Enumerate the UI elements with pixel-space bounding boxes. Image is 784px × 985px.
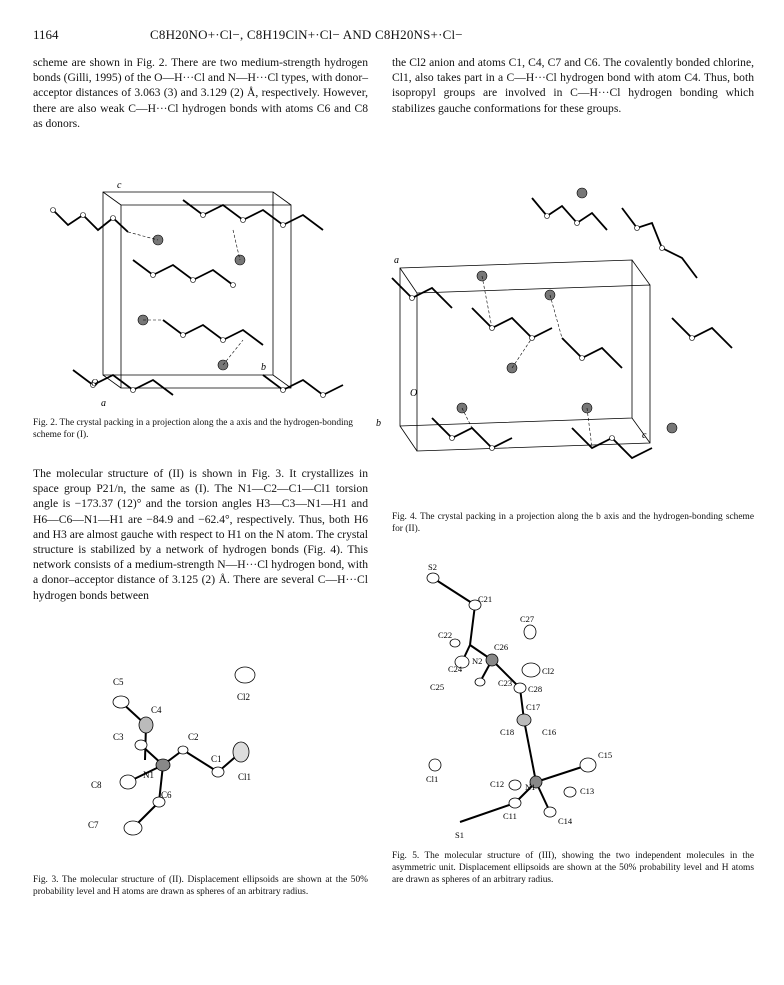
atom-label: Cl1 xyxy=(426,774,439,784)
figure-5 xyxy=(400,560,660,850)
atom-label: C2 xyxy=(188,732,199,742)
origin-label: O xyxy=(91,378,99,389)
atom-label: N1 xyxy=(143,770,154,780)
running-head: C8H20NO+·Cl−, C8H19ClN+·Cl− AND C8H20NS+·Cl− xyxy=(150,27,463,42)
atom-label: N1 xyxy=(525,782,536,792)
atom-label: C16 xyxy=(542,727,557,737)
page-number: 1164 xyxy=(33,27,59,42)
atom-label: C23 xyxy=(498,678,513,688)
molecular-structure-figure xyxy=(400,560,660,850)
figure-4 xyxy=(372,168,764,508)
atom-label: Cl2 xyxy=(237,692,251,702)
axis-label-a: a xyxy=(394,255,399,266)
atom-label: C5 xyxy=(113,677,124,687)
atom-label: C7 xyxy=(88,820,99,830)
atom-label: C12 xyxy=(490,779,505,789)
atom-label: C6 xyxy=(161,790,172,800)
axis-label-c: c xyxy=(117,180,122,191)
figure-3 xyxy=(33,640,333,860)
atom-label: C17 xyxy=(526,702,541,712)
axis-label-b: b xyxy=(376,418,381,429)
atom-label: C4 xyxy=(151,705,162,715)
left-column-top-text xyxy=(33,55,368,131)
atom-label: C25 xyxy=(430,682,445,692)
figure-4-caption: Fig. 4. The crystal packing in a projection along the b axis and the hydrogen-bonding scheme for (II). xyxy=(392,512,754,534)
atom-label: C24 xyxy=(448,664,463,674)
crystal-packing-figure xyxy=(33,170,363,410)
atom-label: C18 xyxy=(500,727,515,737)
atom-label: C15 xyxy=(598,750,613,760)
atom-label: N2 xyxy=(472,656,483,666)
atom-label: S1 xyxy=(455,830,464,840)
atom-label: C11 xyxy=(503,811,517,821)
atom-label: C1 xyxy=(211,754,222,764)
figure-3-caption: Fig. 3. The molecular structure of (II). Displacement ellipsoids are shown at the 50% probability level and H atoms are drawn as spheres of an arbitrary radius. xyxy=(33,875,368,897)
atom-label: C21 xyxy=(478,594,493,604)
axis-label-a: a xyxy=(101,398,106,409)
atom-label: C26 xyxy=(494,642,509,652)
atom-label: C8 xyxy=(91,780,102,790)
atom-label: C13 xyxy=(580,786,595,796)
atom-label: C14 xyxy=(558,816,573,826)
origin-label: O xyxy=(410,388,418,399)
atom-label: C3 xyxy=(113,732,124,742)
figure-5-caption: Fig. 5. The molecular structure of (III), showing the two independent molecules in the asymmetric unit. Displacement ellipsoids are shown at the 50% probability level and H atoms are drawn as spheres of an arbitrary radius. xyxy=(392,851,754,885)
atom-label: C28 xyxy=(528,684,543,694)
crystal-packing-figure xyxy=(372,168,764,508)
left-column-middle-text xyxy=(33,466,368,603)
axis-label-c: c xyxy=(642,430,647,441)
molecular-structure-figure xyxy=(33,640,333,860)
paragraph: scheme are shown in Fig. 2. There are two medium-strength hydrogen bonds (Gilli, 1995) of the O—H···Cl and N—H···Cl types, with donor–acceptor distances of 3.063 (3) and 3.129 (2) Å, respectively. However, there are also weak C—H···Cl hydrogen bonds with atoms C6 and C8 as donors. xyxy=(33,56,368,130)
atom-label: Cl2 xyxy=(542,666,555,676)
atom-label: C27 xyxy=(520,614,535,624)
atom-label: Cl1 xyxy=(238,772,252,782)
paragraph: The molecular structure of (II) is shown in Fig. 3. It crystallizes in space group P21/n, the same as (I). The N1—C2—C1—Cl1 torsion angle is −173.37 (12)° and the torsion angles H3—C3—N1—H1 and H6—C6—N1—H1 are −84.9 and −62.4°, respectively. Thus, both H6 and H3 are almost gauche with respect to H1 on the N atom. The crystal structure is stabilized by a network of hydrogen bonds (Fig. 4). This network consists of a medium-strength N—H···Cl hydrogen bond, with a donor–acceptor distance of 3.125 (2) Å. There are several C—H···Cl hydrogen bonds between xyxy=(33,467,368,602)
paragraph: the Cl2 anion and atoms C1, C4, C7 and C6. The covalently bonded chlorine, Cl1, also takes part in a C—H···Cl hydrogen bond with atom C4. Thus, both isopropyl groups are involved in C—H···Cl hydrogen bonding which stabilizes gauche conformations for these groups. xyxy=(392,56,754,115)
axis-label-b: b xyxy=(261,362,266,373)
figure-2-caption: Fig. 2. The crystal packing in a projection along the a axis and the hydrogen-bonding scheme for (I). xyxy=(33,418,353,440)
atom-label: S2 xyxy=(428,562,437,572)
right-column-top-text xyxy=(392,55,754,116)
figure-2 xyxy=(33,170,363,410)
atom-label: C22 xyxy=(438,630,453,640)
